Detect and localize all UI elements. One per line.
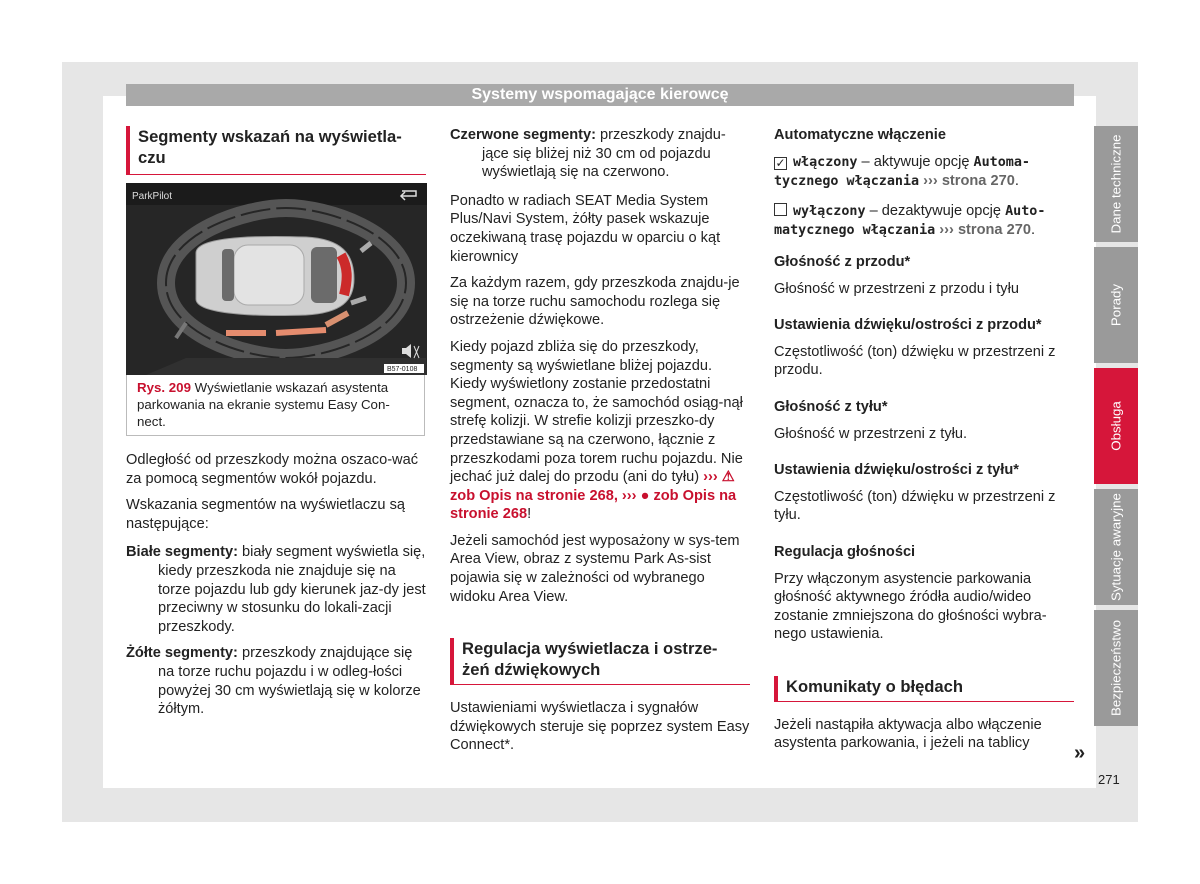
figure-caption — [126, 375, 425, 436]
page-crossref-link[interactable]: ››› strona 270 — [935, 222, 1031, 239]
option-function-name: Auto-matycznego włączania — [774, 203, 1046, 239]
paragraph: Odległość od przeszkody można oszaco-wać za pomocą segmentów wokół pojazdu. — [126, 452, 419, 487]
parkpilot-screen — [126, 183, 427, 375]
definition-term: Białe segmenty: — [126, 544, 238, 561]
paragraph: Jeżeli nastąpiła aktywacja albo włączenie asystenta parkowania, i jeżeli na tablicy — [774, 716, 1042, 752]
definition-text: przeszkody znajdu-jące się bliżej niż 30 cm od pojazdu wyświetlają się na czerwono. — [482, 127, 726, 181]
page-crossref-link[interactable]: ››› strona 270 — [919, 173, 1015, 190]
definition-text: biały segment wyświetla się, kiedy przeszkoda nie znajduje się na torze pojazdu lub gdy kierunek jaz-dy jest przeciwny w stosunku do lokali-zacji przeszkody. — [158, 544, 426, 635]
column-2 — [450, 126, 750, 763]
definition-text: przeszkody znajdujące się na torze ruchu pojazdu i w odleg-łości powyżej 30 cm wyświetlają się w kolorze żółtym. — [158, 645, 421, 718]
section-heading-errors: Komunikaty o błędach — [774, 676, 1074, 702]
paragraph: Jeżeli samochód jest wyposażony w sys-tem Area View, obraz z systemu Park As-sist pojawia się w zależności od wybranego widoku Area View. — [450, 532, 740, 605]
subheading: Ustawienia dźwięku/ostrości z tyłu* — [774, 462, 1019, 479]
warning-crossref-link[interactable]: ››› ⚠ zob Opis na stronie 268 — [450, 469, 735, 504]
option-function-name: Automa-tycznego włączania — [774, 154, 1030, 190]
punctuation: . — [1030, 222, 1036, 239]
option-disabled — [774, 202, 1074, 241]
option-term: wyłączony — [793, 203, 866, 219]
definition-yellow — [126, 644, 426, 718]
punctuation: . — [1014, 173, 1019, 190]
paragraph: Ponadto w radiach SEAT Media System Plus/Navi System, żółty pasek wskazuje oczekiwaną trasę pojazdu w oparciu o kąt kierownicy — [450, 192, 721, 265]
tab-operation[interactable] — [1094, 368, 1138, 484]
paragraph: Częstotliwość (ton) dźwięku w przestrzeni z tyłu. — [774, 488, 1056, 524]
tab-emergencies[interactable] — [1094, 489, 1138, 605]
chapter-header: Systemy wspomagające kierowcę — [126, 84, 1074, 106]
tab-label: Bezpieczeństwo — [1108, 619, 1124, 717]
tab-tips[interactable] — [1094, 247, 1138, 363]
paragraph: Głośność w przestrzeni z tyłu. — [774, 425, 968, 442]
punctuation: ! — [527, 506, 532, 523]
paragraph: Za każdym razem, gdy przeszkoda znajdu-je się na torze ruchu samochodu rozlega się ostrzeżenie dźwiękowe. — [450, 275, 740, 329]
subheading: Regulacja głośności — [774, 543, 916, 560]
note-crossref-link[interactable]: ● zob Opis na stronie 268 — [450, 487, 737, 523]
definition-red — [450, 126, 750, 182]
checkbox-checked-icon: ✓ — [775, 155, 786, 170]
paragraph: Ustawieniami wyświetlacza i sygnałów dźwiękowych steruje się poprzez system Easy Connect*. — [450, 700, 750, 754]
definition-term: Żółte segmenty: — [126, 645, 238, 662]
tab-technical-data[interactable] — [1094, 126, 1138, 242]
figure-caption-text: Wyświetlanie wskazań asystenta parkowania na ekranie systemu Easy Con-nect. — [137, 380, 390, 429]
car-icon — [196, 236, 354, 315]
subheading: Głośność z tyłu* — [774, 398, 888, 415]
column-1 — [126, 126, 426, 175]
checkbox-empty-icon — [774, 203, 787, 216]
tab-safety[interactable] — [1094, 610, 1138, 726]
column-1-body — [126, 451, 426, 727]
section-heading-display-regulation: Regulacja wyświetlacza i ostrze- żeń dźwiękowych — [450, 638, 750, 685]
paragraph: Głośność w przestrzeni z przodu i tyłu — [774, 280, 1019, 297]
option-enabled — [774, 153, 1074, 192]
option-term: włączony — [793, 154, 858, 170]
crossref-separator: , ››› — [613, 487, 641, 504]
definition-white — [126, 543, 426, 636]
definition-term: Czerwone segmenty: — [450, 127, 596, 143]
continued-marker: » — [1074, 742, 1086, 764]
paragraph-text: Kiedy pojazd zbliża się do przeszkody, segmenty są wyświetlane bliżej pojazdu. Kiedy wyświetlony zostanie przedostatni segment, oznacza to, że samochód osiąg-nął strefę kolizji. W strefie kolizji przeszko-dy przedstawiane są na czerwono, łącznie z przeszkodami poza torem ruchu pojazdu. Nie jechać już dalej do przodu (ani do tyłu) — [450, 338, 743, 486]
option-text: – dezaktywuje opcję — [865, 202, 1006, 219]
screen-title: ParkPilot — [132, 191, 173, 202]
paragraph: Częstotliwość (ton) dźwięku w przestrzeni z przodu. — [774, 343, 1056, 379]
column-3 — [774, 126, 1074, 761]
figure-label: Rys. 209 — [137, 380, 191, 395]
parkpilot-illustration — [126, 183, 427, 375]
paragraph: Wskazania segmentów na wyświetlaczu są następujące: — [126, 497, 406, 532]
page-number: 271 — [1098, 772, 1120, 787]
tab-label: Dane techniczne — [1108, 134, 1124, 234]
subheading: Automatyczne włączenie — [774, 127, 946, 143]
figure-209 — [126, 183, 427, 437]
option-text: – aktywuje opcję — [857, 153, 974, 170]
tab-label: Sytuacje awaryjne — [1108, 493, 1124, 601]
paragraph — [450, 338, 750, 524]
section-heading-segments: Segmenty wskazań na wyświetla- czu — [126, 126, 426, 175]
figure-code: B57-0108 — [387, 366, 418, 373]
tab-label: Porady — [1108, 283, 1124, 327]
paragraph: Przy włączonym asystencie parkowania głośność aktywnego źródła audio/wideo zostanie zmniejszona do głośności wybra-nego ustawienia. — [774, 570, 1047, 643]
subheading: Ustawienia dźwięku/ostrości z przodu* — [774, 317, 1042, 334]
subheading: Głośność z przodu* — [774, 253, 911, 270]
tab-label: Obsługa — [1108, 401, 1124, 451]
